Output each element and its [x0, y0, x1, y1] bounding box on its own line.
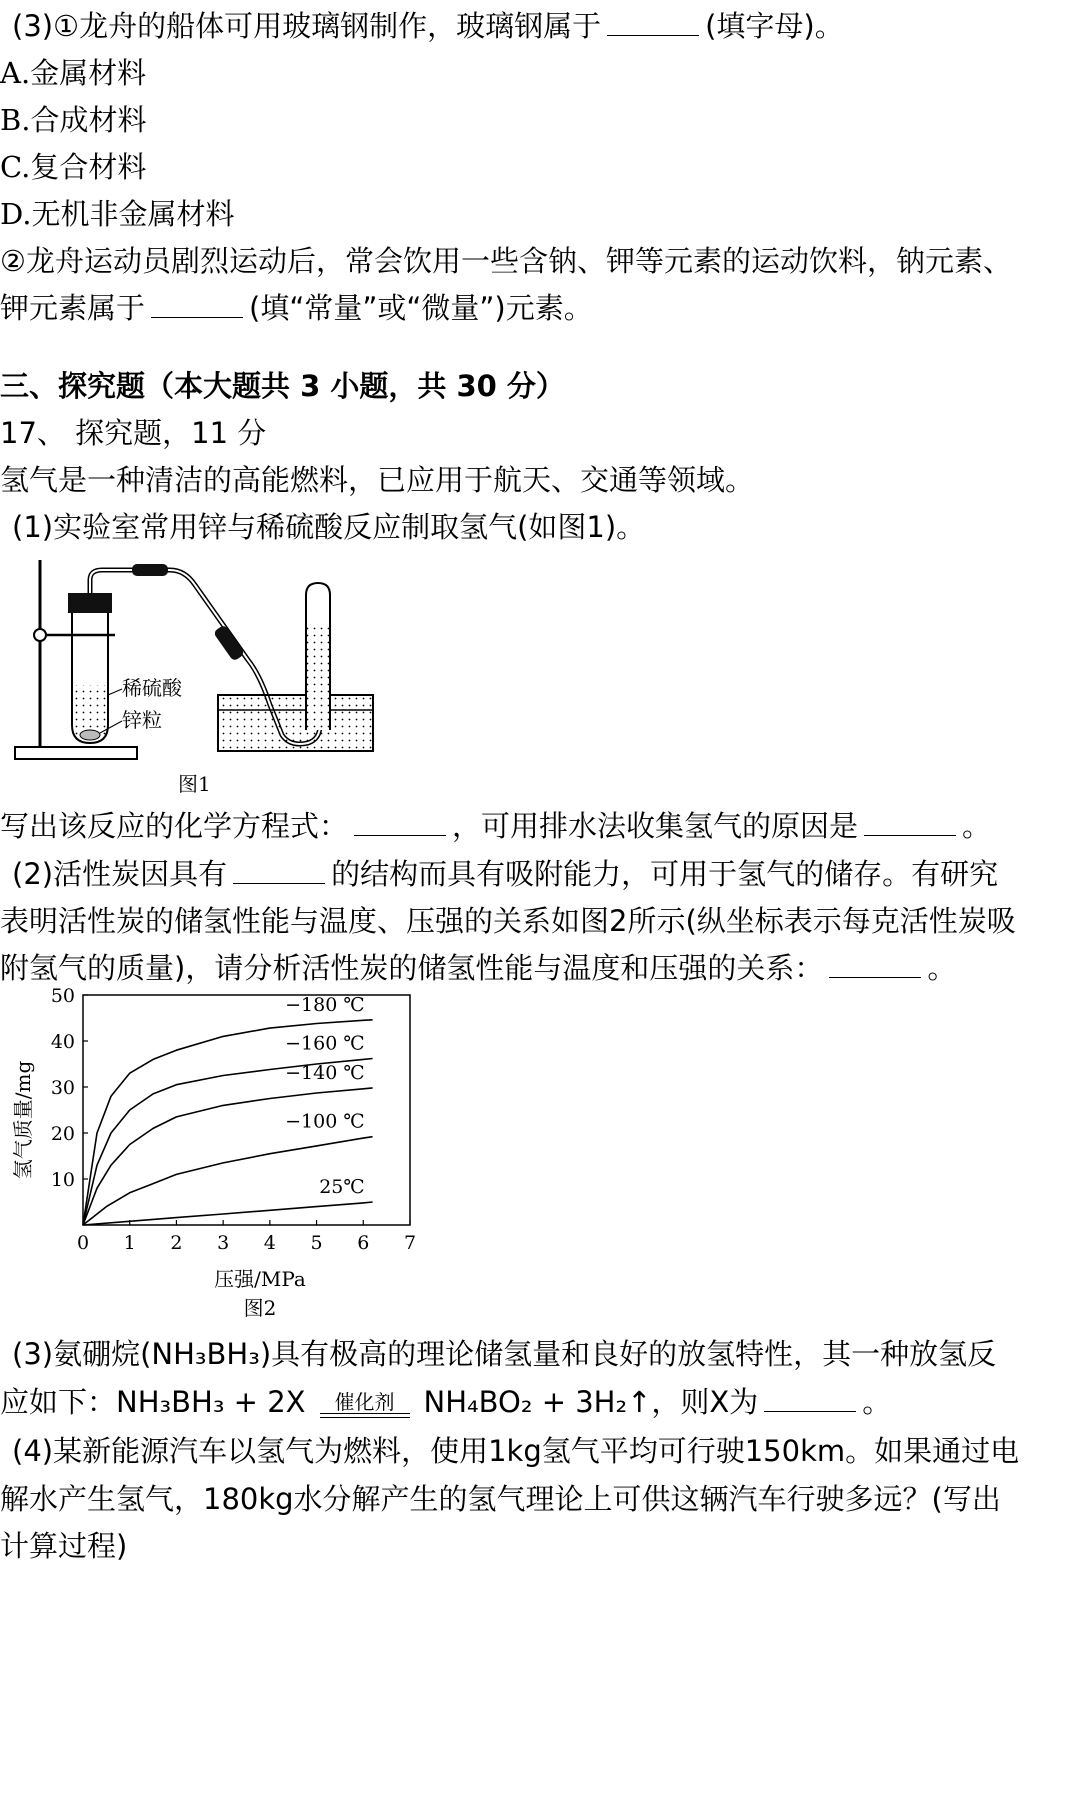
- q3-stem-suffix: (填字母)。: [705, 9, 844, 43]
- q3-part2-line1: ②龙舟运动员剧烈运动后，常会饮用一些含钠、钾等元素的运动饮料，钠元素、: [0, 244, 1012, 278]
- q17-intro: 氢气是一种清洁的高能燃料，已应用于航天、交通等领域。: [0, 463, 755, 497]
- zinc-granules: [80, 730, 100, 740]
- x-axis-label: 压强/MPa: [214, 1267, 306, 1291]
- answer-blank[interactable]: [233, 861, 325, 884]
- y-tick-label: 20: [50, 1123, 75, 1145]
- y-axis-label: 氢气质量/mg: [11, 1060, 35, 1180]
- option-b: [0, 102, 147, 138]
- catalyst-label: 催化剂: [334, 1389, 395, 1414]
- q3-part2-line2: [0, 290, 593, 326]
- figure-1-apparatus: [10, 555, 410, 795]
- q17-part1-answer: [0, 808, 991, 844]
- p1-text: ，可用排水法收集氢气的原因是: [452, 809, 859, 843]
- series-line: [83, 1202, 373, 1225]
- option-letter: B.: [0, 103, 31, 137]
- answer-blank[interactable]: [607, 13, 699, 36]
- series-label: −160 ℃: [285, 1032, 365, 1055]
- q17-part4-line3: 计算过程): [0, 1529, 128, 1563]
- y-tick-label: 50: [50, 985, 75, 1007]
- p2-text: 。: [927, 951, 957, 985]
- series-label: −100 ℃: [285, 1110, 365, 1133]
- y-tick-label: 10: [50, 1169, 75, 1191]
- y-tick-label: 30: [50, 1077, 75, 1099]
- answer-blank[interactable]: [829, 955, 921, 978]
- option-letter: A.: [0, 56, 31, 90]
- p3-text: 。: [862, 1385, 892, 1419]
- chart-series: [83, 994, 373, 1225]
- q17-part3-line2: [0, 1384, 891, 1420]
- answer-blank[interactable]: [864, 813, 956, 836]
- clamp-knob: [34, 629, 46, 641]
- option-text: 合成材料: [30, 103, 147, 137]
- p3-text: 应如下：NH₃BH₃ + 2X: [0, 1385, 306, 1419]
- series-label: −140 ℃: [285, 1061, 365, 1084]
- rubber-stopper: [68, 593, 112, 613]
- q3-stem: [12, 8, 844, 44]
- option-c: [0, 149, 146, 185]
- y-tick-label: 40: [50, 1031, 75, 1053]
- p2-text: (2)活性炭因具有: [12, 857, 228, 891]
- answer-blank[interactable]: [354, 813, 446, 836]
- p1-text: 写出该反应的化学方程式：: [0, 809, 349, 843]
- option-a: [0, 55, 146, 91]
- option-text: 金属材料: [30, 56, 147, 90]
- q17-part4-line1: (4)某新能源汽车以氢气为燃料，使用1kg氢气平均可行驶150km。如果通过电: [12, 1434, 1020, 1468]
- q3-stem-text: (3)①龙舟的船体可用玻璃钢制作，玻璃钢属于: [12, 9, 602, 43]
- x-tick-label: 5: [310, 1232, 323, 1254]
- series-label: −180 ℃: [285, 993, 365, 1016]
- option-letter: D.: [0, 197, 32, 231]
- q17-part1: (1)实验室常用锌与稀硫酸反应制取氢气(如图1)。: [12, 510, 646, 544]
- label-acid: 稀硫酸: [122, 676, 182, 700]
- label-zinc: 锌粒: [122, 708, 162, 732]
- answer-blank[interactable]: [151, 295, 243, 318]
- option-text: 无机非金属材料: [31, 197, 235, 231]
- x-tick-label: 1: [123, 1232, 136, 1254]
- label-pointer: [108, 689, 122, 695]
- tube-connector: [132, 564, 168, 576]
- p3-text: NH₄BO₂ + 3H₂↑，则X为: [423, 1385, 759, 1419]
- q17-part2-line1: [12, 856, 998, 892]
- x-tick-label: 6: [357, 1232, 370, 1254]
- answer-blank[interactable]: [764, 1389, 856, 1412]
- collection-water: [307, 625, 329, 730]
- section-heading: 三、探究题（本大题共 3 小题，共 30 分）: [0, 369, 565, 403]
- figure-caption: 图1: [178, 772, 211, 795]
- water-trough: [218, 695, 373, 751]
- x-tick-label: 2: [170, 1232, 183, 1254]
- q17-part4-line2: 解水产生氢气，180kg水分解产生的氢气理论上可供这辆汽车行驶多远？(写出: [0, 1482, 1001, 1516]
- x-tick-label: 3: [217, 1232, 230, 1254]
- p1-text: 。: [962, 809, 992, 843]
- x-tick-label: 7: [403, 1232, 417, 1254]
- figure-2-chart: [8, 980, 468, 1320]
- figure-caption: 图2: [243, 1296, 277, 1320]
- acid-liquid: [72, 685, 108, 735]
- stand-base: [15, 747, 137, 759]
- q3-part2-suffix: (填“常量”或“微量”)元素。: [249, 291, 593, 325]
- x-tick-label: 4: [263, 1232, 276, 1254]
- q3-part2-text: 钾元素属于: [0, 291, 146, 325]
- series-label: 25℃: [319, 1176, 365, 1198]
- series-line: [83, 1088, 373, 1225]
- option-letter: C.: [0, 150, 31, 184]
- q17-part2-line2: 表明活性炭的储氢性能与温度、压强的关系如图2所示(纵坐标表示每克活性炭吸: [0, 904, 1016, 938]
- q17-part3-line1: (3)氨硼烷(NH₃BH₃)具有极高的理论储氢量和良好的放氢特性，其一种放氢反: [12, 1337, 997, 1371]
- option-text: 复合材料: [30, 150, 147, 184]
- option-d: [0, 196, 234, 232]
- catalyst-arrow: [320, 1391, 410, 1418]
- question-number: 17、 探究题，11 分: [0, 416, 267, 450]
- x-tick-label: 0: [76, 1232, 90, 1254]
- p2-text: 的结构而具有吸附能力，可用于氢气的储存。有研究: [331, 857, 999, 891]
- p2-text: 附氢气的质量)，请分析活性炭的储氢性能与温度和压强的关系：: [0, 951, 824, 985]
